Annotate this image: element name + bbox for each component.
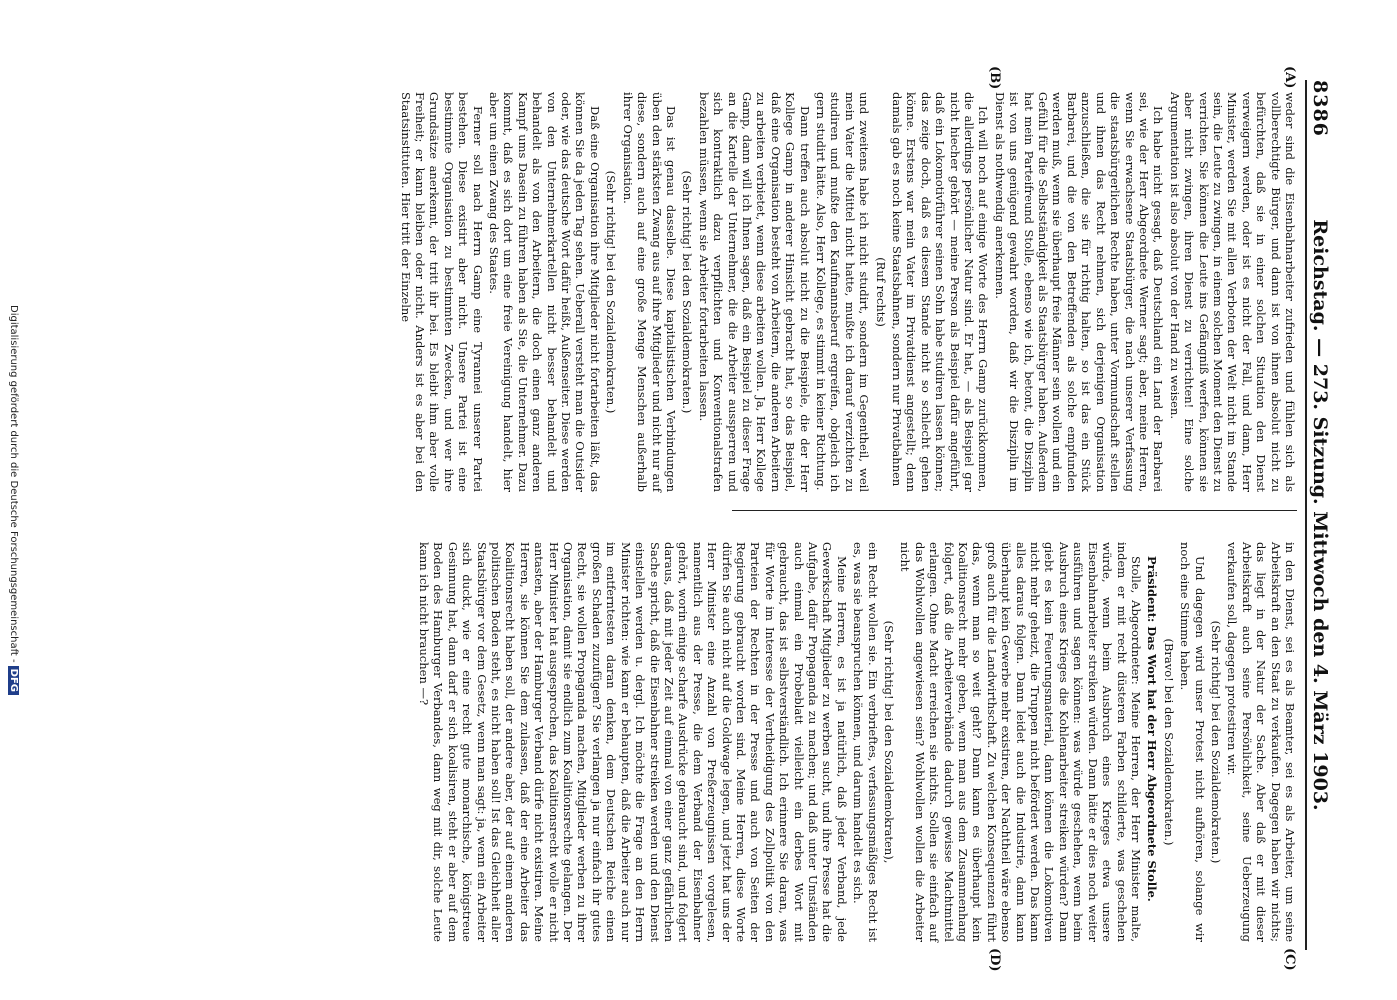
paragraph: Und dagegen wird unser Protest nicht aufhören, solange wir noch eine Stimme haben. — [1178, 542, 1207, 942]
credit-text: Digitalisierung gefördert durch die Deutsche Forschungsgemeinschaft - — [8, 305, 19, 663]
interjection: (Sehr richtig! bei den Sozialdemokraten), — [882, 620, 897, 864]
digitization-credit — [8, 0, 19, 1000]
page-header — [1305, 80, 1337, 950]
paragraph: Meine Herren, es ist ja natürlich, daß jeder Verband, jede Gewerkschaft Mitglieder zu werben sucht, und ihre Presse hat die Aufgabe, dafür Propaganda zu machen; und daß unter Umständen auch einmal ein Probeblatt vielleicht ein derbes Wort mit gebraucht, das ist selbstverständlich. Ich erinnere Sie daran, was für Worte im Interesse der Vertheidigung des Zollpolitik von den Parteien der Rechten in der Presse und auch von Seiten der Regierung gebraucht worden sind. Meine Herren, diese Worte dürfen Sie auch nicht auf die Goldwage legen, und jetzt hat uns der Herr Minister eine Anzahl von Preßerzeugnissen vorgelesen, namentlich aus der Presse, die dem Verband der Eisenbahner gehört, worin einige scharfe Ausdrücke gebraucht sind, und folgert daraus, daß mit jeder Zeit auf einmal von einer ganz gefährlichen Sache spricht, daß die Eisenbahner streiken werden und den Dienst einstellen werden u. dergl. Ich möchte die Frage an den Herrn Minister richten: wie kann er behaupten, daß die Arbeiter auch nur im entferntesten daran denken, dem Deutschen Reiche einen großen Schaden zuzufügen? Sie verlangen ja nur einfach ihr gutes Recht, sie wollen Propaganda machen, Mitglieder werben zu ihrer Organisation, damit sie endlich zum Koalitionsrechte gelangen. Der Herr Minister hat ausgesprochen, das Koalitionsrecht wolle er nicht antasten, aber der Hamburger Verband dürfe nicht existiren. Meine Herren, sie können Sie dem zulassen, daß der eine Arbeiter das Koalitionsrecht haben soll, der andere aber, der auf einem anderen politischen Boden steht, es nicht haben soll! Ist das Gleichheit aller Staatsbürger vor dem Gesetz, wenn man sagt: ja, wenn ein Arbeiter sich duckt, wie er eine recht gute monarchische, königstreue Gesinnung hat, dann darf er sich koalisiren, steht er aber auf dem Boden des Hamburger Verbandes, dann weg mit dir, solche Leute kann ich nicht brauchen —? — [417, 542, 849, 942]
right-column — [417, 542, 1297, 942]
interjection: (Bravo! bei den Sozialdemokraten.) — [1161, 638, 1176, 846]
interjection: (Ruf rechts) — [873, 257, 888, 327]
left-column — [398, 92, 1297, 492]
paragraph: Ferner soll nach Herrn Gamp eine Tyrannei unserer Partei bestehen. Diese existirt aber nicht. Unsere Partei ist eine bestimmte Organisation zu bestimmten Zwecken, und wer ihre Grundsätze anerkennt, der tritt ihr bei. Es bleibt ihm aber volle Freiheit; er kann bleiben oder nicht. Anders ist es aber bei den Staatsinstituten. Hier tritt der Einzelne — [398, 92, 485, 492]
paragraph: Ich habe nicht gesagt, daß Deutschland ein Land der Barbarei sei, wie der Herr Abgeordnete Werner sagt; aber, meine Herren, wenn Sie erwachsene Staatsbürger, die nach unserer Verfassung die staatsbürgerlichen Rechte haben, unter Vormundschaft stellen und ihnen das Recht nehmen, sich derjenigen Organisation anzuschließen, die sie für richtig halten, so ist das ein Stück Barbarei, und die von den Betreffenden als solche empfunden werden muß, wenn sie überhaupt freie Männer sein wollen und ein Gefühl für die Selbstständigkeit als Staatsbürger haben. Außerdem hat mein Parteifreund Stolle, ebenso wie ich, betont, die Disziplin ist von uns genügend gewahrt worden, daß wir die Disziplin im Dienst als nothwendig anerkennen. — [992, 92, 1166, 492]
paragraph: Das ist genau dasselbe. Diese kapitalistischen Verbindungen üben den stärksten Zwang aus auf ihre Mitglieder und nicht nur auf diese, sondern auch auf eine große Menge Menschen außerhalb ihrer Organisation. — [620, 92, 678, 492]
paragraph: Stolle, Abgeordneter: Meine Herren, der Herr Minister malte, indem er mit recht düsteren Farben schilderte, was geschehen würde, wenn beim Ausbruch eines Krieges etwa unsere Eisenbahnarbeiter streiken würden. Dann hätte er dies noch weiter ausführen und sagen können: was würde geschehen, wenn beim Ausbruch eines Krieges die Kohlenarbeiter streiken würden? Dann giebt es kein Feuerungsmaterial, dann können die Lokomotiven nicht mehr geheizt, die Truppen nicht befördert werden. Das kann alles daraus folgen. Dann leidet auch die Industrie, dann kann überhaupt kein Gewerbe mehr existiren, der Nachtheil wäre ebenso groß auch für die Landwirthschaft. Zu welchen Konsequenzen führt das, wenn man so weit geht? Dann kann es überhaupt kein Koalitionsrecht mehr geben, wenn man aus dem Zusammenhang folgert, daß die Arbeiterverbände dadurch gewisse Machtmittel erlangen. Ohne Macht erreichen sie nichts. Sollen sie einfach auf das Wohlwollen angewiesen sein? Wohlwollen wollen die Arbeiter nicht — [898, 542, 1143, 942]
page-number: 8386 — [1309, 80, 1331, 137]
page-title: Reichstag. — 273. Sitzung. Mittwoch den 4. März 1903. — [1309, 219, 1331, 811]
interjection: (Sehr richtig! bei den Sozialdemokraten.) — [1208, 620, 1223, 864]
margin-mark-c: (C) — [1282, 948, 1297, 971]
paragraph: Ich will noch auf einige Worte des Herrn Gamp zurückkommen, die allerdings persönlicher Natur sind. Er hat, — als Beispiel gar nicht hiecher gehört — meine Person als Beispiel dafür angeführt, daß ein Lokomotivführer seinen Sohn habe studiren lassen können; das zeige doch, daß es diesem Stande nicht so schlecht gehen könne. Erstens war mein Vater im Privatdienst angestellt; denn damals gab es noch keine Staatsbahnen, sondern nur Privatbahnen — [890, 92, 991, 492]
paragraph: und zweitens habe ich nicht studirt, sondern im Gegentheil, weil mein Vater die Mittel nicht hatte, mußte ich darauf verzichten zu studiren und mußte den Kaufmannsberuf ergreifen, obgleich ich gern studirt hätte. Also, Herr Kollege, es stimmt in keiner Richtung. — [814, 92, 872, 492]
margin-mark-d: (D) — [987, 948, 1002, 972]
margin-mark-a: (A) — [1282, 66, 1297, 89]
interjection: (Sehr richtig! bei den Sozialdemokraten.) — [680, 170, 695, 414]
dfg-logo: DFG — [8, 666, 19, 695]
interjection: (Sehr richtig! bei den Sozialdemokraten.) — [604, 170, 619, 414]
paragraph: in den Dienst, sei es als Beamter, sei es als Arbeiter, um seine Arbeitskraft an den Staat zu verkaufen. Dagegen haben wir nichts; das liegt in der Natur der Sache. Aber daß er mit dieser Arbeitskraft auch seine Persönlichkeit, seine Ueberzeugung verkaufen soll, dagegen protestiren wir. — [1225, 542, 1297, 942]
margin-mark-b: (B) — [987, 66, 1002, 90]
paragraph: Dann treffen auch absolut nicht zu die Beispiele, die der Herr Kollege Gamp in anderer Hinsicht gebracht hat, so das Beispiel, daß eine Organisation besteht von Arbeitern, die anderen Arbeitern zu arbeiten verbietet, wenn diese arbeiten wollen. Ja, Herr Kollege Gamp, dann will ich Ihnen sagen, daß ein Beispiel zu dieser Frage an die Kartelle der Unternehmer, die die Arbeiter aussperren und sich kontraktlich dazu verpflichten und Konventionalstrafen bezahlen müssen, wenn sie Arbeiter fortarbeiten lassen. — [696, 92, 812, 492]
paragraph: ein Recht wollen sie. Ein verbrieftes, verfassungsmäßiges Recht ist es, was sie beanspruchen können, und darum handelt es sich. — [851, 542, 880, 942]
speaker-line: Präsident: Das Wort hat der Herr Abgeordnete Stolle. — [1145, 556, 1160, 902]
paragraph: Daß eine Organisation ihre Mitglieder nicht fortarbeiten läßt, das können Sie da jeden Tag sehen. Ueberall versteht man die Outsider oder, wie das deutsche Wort dafür heißt, Außenseiter. Diese werden von den Unternehmerkartellen nicht besser behandelt und behandelt als von den Arbeitern, die doch einen ganz anderen Kampf ums Dasein zu führen haben als Sie, die Unternehmer. Dazu kommt, daß es sich dort um eine freie Vereinigung handelt, hier aber um einen Zwang des Staates. — [487, 92, 602, 492]
paragraph: weder sind die Eisenbahnarbeiter zufrieden und fühlen sich als vollberechtigte Bürger, und dann ist von ihnen absolut nicht zu befürchten, daß sie in einer solchen Situation den Dienst verweigern werden, oder ist es nicht der Fall, und dann, Herr Minister, werden Sie mit allen Verboten der Welt nicht im Stande sein, die Leute zu zwingen, in einem solchen Moment den Dienst zu verrichten. Sie können die Leute ins Gefängniß werfen, können sie aber nicht zwingen, ihren Dienst zu verrichten! Eine solche Argumentation ist also absolut von der Hand zu weisen. — [1167, 92, 1297, 492]
column-divider — [732, 510, 1297, 511]
